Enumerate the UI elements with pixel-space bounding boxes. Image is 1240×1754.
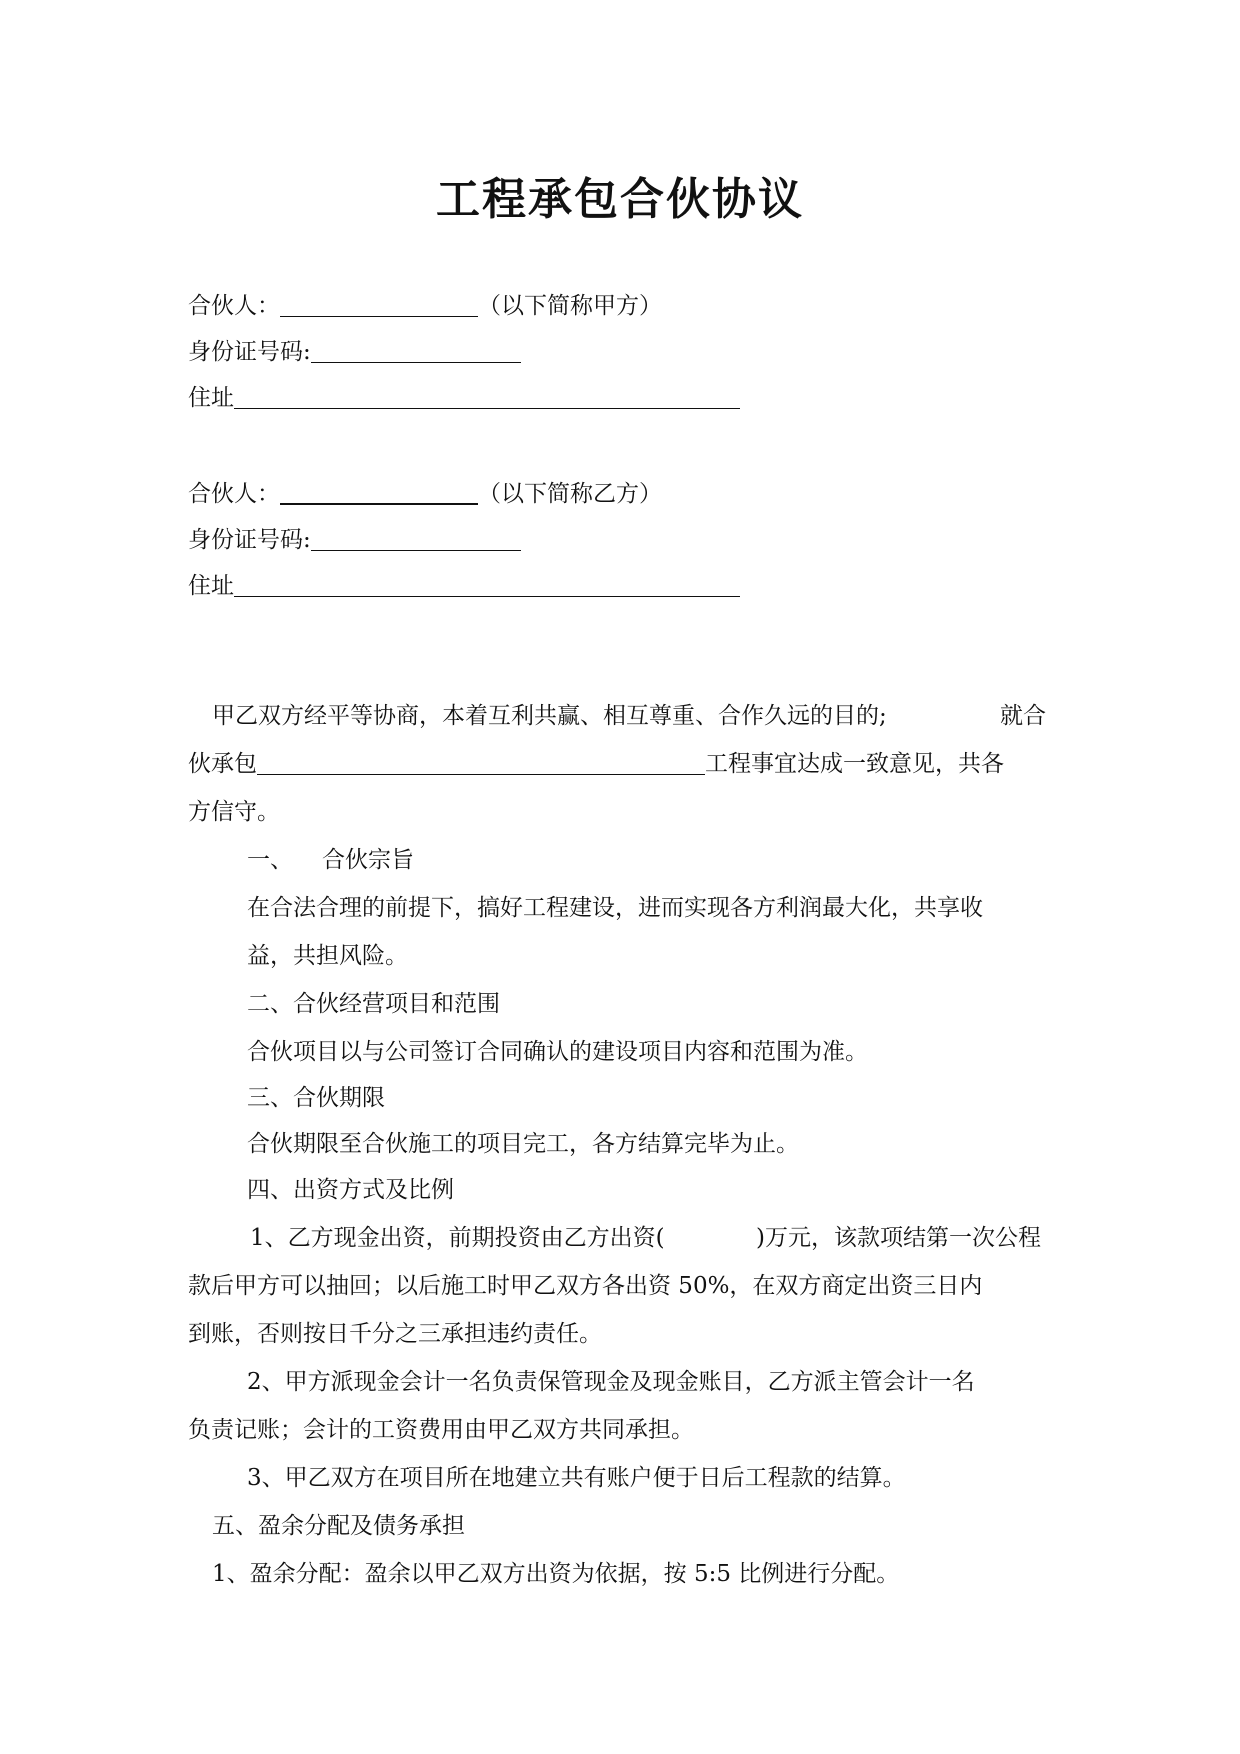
section-3-heading: 三、合伙期限: [247, 1085, 385, 1111]
preamble-line-2b: 工程事宜达成一致意见，共各: [705, 751, 1004, 777]
party-a-address-label: 住址: [188, 385, 234, 411]
party-b-id-blank[interactable]: [311, 526, 521, 551]
party-a-address-line: [188, 382, 740, 414]
party-a-id-blank[interactable]: [311, 338, 521, 363]
preamble-line-2a: 伙承包: [188, 751, 257, 777]
party-a-id-line: [188, 336, 521, 368]
party-a-partner-suffix: （以下简称甲方）: [478, 293, 662, 319]
section-4-p3: 3、甲乙双方在项目所在地建立共有账户便于日后工程款的结算。: [247, 1465, 906, 1491]
party-b-id-label: 身份证号码:: [188, 527, 311, 553]
party-a-partner-line: [188, 290, 662, 322]
section-4-p2-line-2: 负责记账；会计的工资费用由甲乙双方共同承担。: [188, 1417, 694, 1443]
document-title: 工程承包合伙协议: [436, 174, 804, 225]
party-a-address-blank[interactable]: [234, 384, 740, 409]
section-2-body: 合伙项目以与公司签订合同确认的建设项目内容和范围为准。: [247, 1039, 868, 1065]
party-b-address-line: [188, 570, 740, 602]
project-name-blank[interactable]: [257, 750, 705, 775]
preamble-line-1b: 就合: [1000, 703, 1046, 729]
section-4-p1-line-1b: )万元，该款项结第一次公程: [756, 1225, 1041, 1251]
section-3-body: 合伙期限至合伙施工的项目完工，各方结算完毕为止。: [247, 1131, 799, 1157]
section-1-heading-num: 一、: [247, 847, 293, 873]
preamble-line-1a: 甲乙双方经平等协商，本着互利共赢、相互尊重、合作久远的目的;: [212, 703, 887, 729]
party-b-partner-suffix: （以下简称乙方）: [478, 481, 662, 507]
section-4-p1-line-1a: 1、乙方现金出资，前期投资由乙方出资(: [250, 1225, 665, 1251]
party-a-partner-label: 合伙人：: [188, 293, 280, 319]
section-5-p1: 1、盈余分配：盈余以甲乙双方出资为依据，按 5:5 比例进行分配。: [212, 1561, 900, 1587]
party-b-partner-label: 合伙人：: [188, 481, 280, 507]
party-b-address-label: 住址: [188, 573, 234, 599]
party-b-address-blank[interactable]: [234, 572, 740, 597]
party-a-partner-blank[interactable]: [280, 292, 478, 317]
section-5-heading: 五、盈余分配及债务承担: [212, 1513, 465, 1539]
section-4-p1-line-2: 款后甲方可以抽回；以后施工时甲乙双方各出资 50%，在双方商定出资三日内: [188, 1273, 983, 1299]
party-b-partner-line: [188, 478, 662, 510]
preamble-line-2: [188, 748, 1004, 780]
section-4-heading: 四、出资方式及比例: [247, 1177, 454, 1203]
section-1-body-2: 益，共担风险。: [247, 943, 408, 969]
section-4-p2-line-1: 2、甲方派现金会计一名负责保管现金及现金账目，乙方派主管会计一名: [247, 1369, 975, 1395]
section-4-p1-line-3: 到账，否则按日千分之三承担违约责任。: [188, 1321, 602, 1347]
party-a-id-label: 身份证号码:: [188, 339, 311, 365]
preamble-line-3: 方信守。: [188, 799, 280, 825]
party-b-partner-blank[interactable]: [280, 479, 478, 505]
party-b-id-line: [188, 524, 521, 556]
section-1-heading-text: 合伙宗旨: [322, 847, 414, 873]
section-1-body-1: 在合法合理的前提下，搞好工程建设，进而实现各方利润最大化，共享收: [247, 895, 983, 921]
section-2-heading: 二、合伙经营项目和范围: [247, 991, 500, 1017]
